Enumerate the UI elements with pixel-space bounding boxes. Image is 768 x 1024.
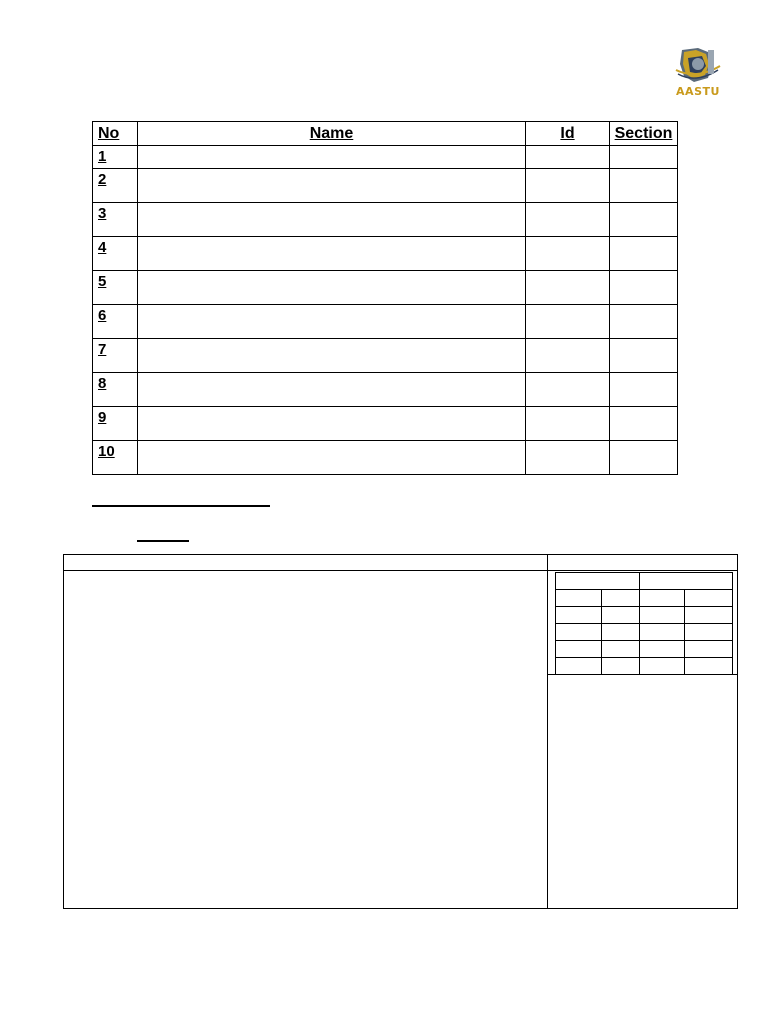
table-row [93,169,678,203]
grid-cell [556,590,602,607]
grid-cell [556,641,602,658]
id-cell [526,373,610,407]
grid-cell [602,624,640,641]
grid-cell [640,641,685,658]
aastu-logo [668,44,728,100]
section-cell [610,407,678,441]
grid-cell [685,658,733,675]
column-header-id: Id [526,122,610,146]
id-cell [526,146,610,169]
name-cell [138,237,526,271]
name-cell [138,407,526,441]
logo-text: AASTU [676,85,720,98]
row-number: 5 [93,271,138,305]
section-cell [610,146,678,169]
logo-emblem-icon [668,44,728,88]
name-cell [138,441,526,475]
grid-cell [640,607,685,624]
grid-cell [602,641,640,658]
row-number: 10 [93,441,138,475]
grid-cell [640,590,685,607]
section-cell [610,373,678,407]
name-cell [138,271,526,305]
grid-row [556,624,733,641]
column-header-section: Section [610,122,678,146]
row-number: 4 [93,237,138,271]
section-cell [610,271,678,305]
frame-header-line [64,570,737,571]
id-cell [526,203,610,237]
group-members-table [92,121,678,475]
grid-row [556,641,733,658]
section-cell [610,203,678,237]
grid-cell [556,607,602,624]
grid-cell [640,624,685,641]
table-row [93,203,678,237]
id-cell [526,271,610,305]
id-cell [526,407,610,441]
table-header-row [93,122,678,146]
name-cell [138,169,526,203]
table-row [93,441,678,475]
row-number: 6 [93,305,138,339]
grid-row [556,658,733,675]
row-number: 7 [93,339,138,373]
grid-cell [685,624,733,641]
table-row [93,305,678,339]
id-cell [526,305,610,339]
grid-row [556,573,733,590]
id-cell [526,237,610,271]
title-block-grid [555,572,733,675]
frame-divider-vertical [547,555,548,908]
grid-cell [640,658,685,675]
section-cell [610,169,678,203]
row-number: 8 [93,373,138,407]
row-number: 2 [93,169,138,203]
id-cell [526,339,610,373]
name-cell [138,146,526,169]
grid-cell [602,590,640,607]
name-cell [138,305,526,339]
grid-row [556,590,733,607]
table-row [93,339,678,373]
grid-cell [685,607,733,624]
name-cell [138,339,526,373]
id-cell [526,441,610,475]
grid-cell [685,641,733,658]
table-row [93,271,678,305]
row-number: 1 [93,146,138,169]
table-row [93,373,678,407]
grid-row [556,607,733,624]
table-row [93,407,678,441]
grid-cell [556,658,602,675]
grid-cell [602,658,640,675]
table-row [93,146,678,169]
row-number: 9 [93,407,138,441]
blank-title-underline [92,505,270,507]
column-header-no: No [93,122,138,146]
table-row [93,237,678,271]
id-cell [526,169,610,203]
section-cell [610,305,678,339]
section-cell [610,441,678,475]
name-cell [138,203,526,237]
grid-cell [640,573,733,590]
grid-cell [556,573,640,590]
grid-cell [556,624,602,641]
column-header-name: Name [138,122,526,146]
section-cell [610,237,678,271]
section-cell [610,339,678,373]
blank-subtitle-underline [137,540,189,542]
grid-cell [602,607,640,624]
row-number: 3 [93,203,138,237]
name-cell [138,373,526,407]
grid-cell [685,590,733,607]
